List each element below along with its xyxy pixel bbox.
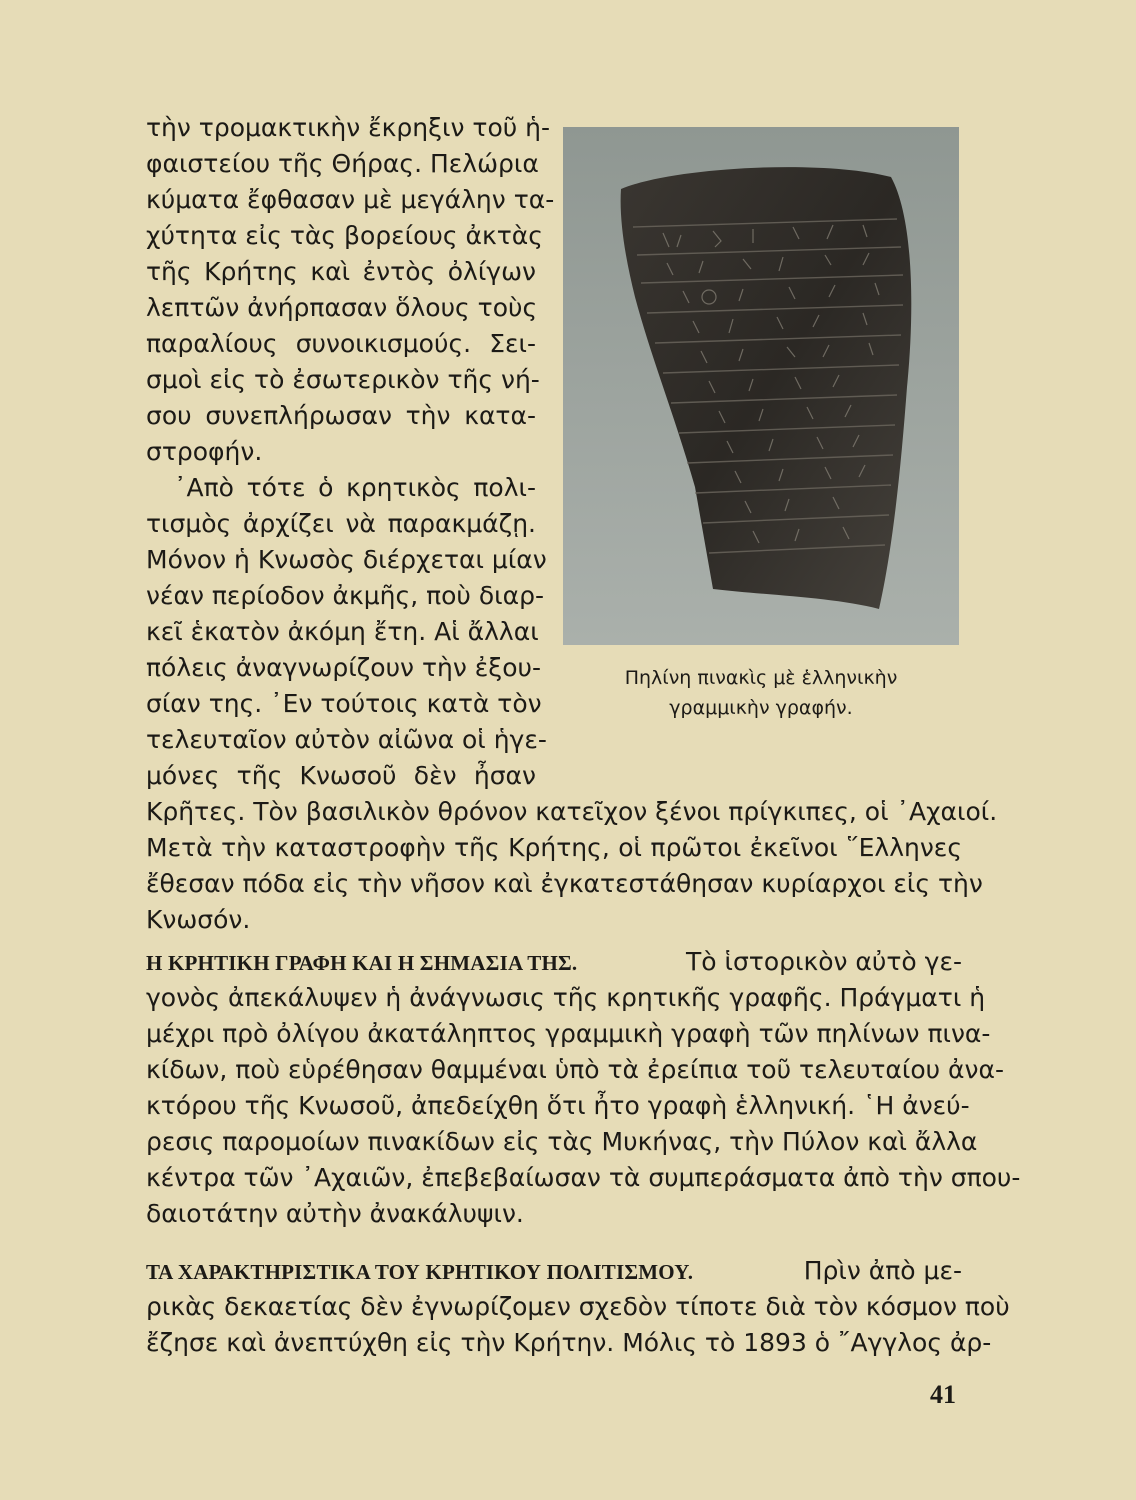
section-1-first-line (146, 944, 962, 981)
section-first-line-text: Τὸ ἱστορικὸν αὐτὸ γε- (685, 947, 962, 976)
column-line: σου συνεπλήρωσαν τὴν κατα- (146, 401, 536, 430)
body-line: ρεσις παρομοίων πινακίδων εἰς τὰς Μυκήνας, τὴν Πύλον καὶ ἄλλα (146, 1127, 978, 1156)
column-line: ᾿Απὸ τότε ὁ κρητικὸς πολι- (174, 473, 536, 502)
section-first-line-text: Πρὶν ἀπὸ με- (803, 1256, 962, 1285)
body-line: γονὸς ἀπεκάλυψεν ἡ ἀνάγνωσις τῆς κρητικῆς γραφῆς. Πράγματι ἡ (146, 983, 986, 1012)
column-line: Μόνον ἡ Κνωσὸς διέρχεται μίαν (146, 545, 547, 574)
body-line: κίδων, ποὺ εὑρέθησαν θαμμέναι ὑπὸ τὰ ἐρείπια τοῦ τελευταίου ἀνα- (146, 1055, 1004, 1084)
column-line: πόλεις ἀναγνωρίζουν τὴν ἐξου- (146, 653, 541, 682)
column-line: χύτητα εἰς τὰς βορείους ἀκτὰς (146, 221, 543, 250)
body-line: κτόρου τῆς Κνωσοῦ, ἀπεδείχθη ὅτι ἦτο γραφὴ ἑλληνική. ῾Η ἀνεύ- (146, 1091, 970, 1120)
body-line: μέχρι πρὸ ὀλίγου ἀκατάληπτος γραμμικὴ γραφὴ τῶν πηλίνων πινα- (146, 1019, 991, 1048)
column-line: τὴν τρομακτικὴν ἔκρηξιν τοῦ ἡ- (146, 113, 551, 142)
body-line: ἔθεσαν πόδα εἰς τὴν νῆσον καὶ ἐγκατεστάθησαν κυρίαρχοι εἰς τὴν (146, 869, 983, 898)
figure-caption-line: Πηλίνη πινακὶς μὲ ἑλληνικὴν (624, 667, 898, 689)
column-line: μόνες τῆς Κνωσοῦ δὲν ἦσαν (146, 761, 536, 790)
column-line: κεῖ ἑκατὸν ἀκόμη ἔτη. Αἱ ἄλλαι (146, 617, 539, 646)
section-heading: Η ΚΡΗΤΙΚΗ ΓΡΑΦΗ ΚΑΙ Η ΣΗΜΑΣΙΑ ΤΗΣ. (146, 951, 578, 975)
column-line: φαιστείου τῆς Θήρας. Πελώρια (146, 149, 539, 178)
clay-tablet-illustration (563, 127, 959, 645)
page-number: 41 (930, 1380, 956, 1409)
column-line: σμοὶ εἰς τὸ ἐσωτερικὸν τῆς νή- (146, 365, 540, 394)
section-heading: ΤΑ ΧΑΡΑΚΤΗΡΙΣΤΙΚΑ ΤΟΥ ΚΡΗΤΙΚΟΥ ΠΟΛΙΤΙΣΜΟΥ. (146, 1260, 694, 1284)
column-line: σίαν της. ᾿Εν τούτοις κατὰ τὸν (146, 689, 542, 718)
body-line: Κνωσόν. (146, 905, 251, 934)
body-line: Μετὰ τὴν καταστροφὴν τῆς Κρήτης, οἱ πρῶτοι ἐκεῖνοι ῞Ελληνες (146, 833, 962, 862)
column-line: παραλίους συνοικισμούς. Σει- (146, 329, 536, 358)
column-line: κύματα ἔφθασαν μὲ μεγάλην τα- (146, 185, 555, 214)
column-line: τῆς Κρήτης καὶ ἐντὸς ὀλίγων (146, 257, 536, 286)
body-line: ρικὰς δεκαετίας δὲν ἐγνωρίζομεν σχεδὸν τίποτε διὰ τὸν κόσμον ποὺ (146, 1292, 1010, 1321)
body-line: κέντρα τῶν ᾿Αχαιῶν, ἐπεβεβαίωσαν τὰ συμπεράσματα ἀπὸ τὴν σπου- (146, 1163, 1021, 1192)
section-2-first-line (146, 1253, 962, 1290)
clay-tablet-photo (563, 127, 959, 645)
body-line: Κρῆτες. Τὸν βασιλικὸν θρόνον κατεῖχον ξένοι πρίγκιπες, οἱ ᾿Αχαιοί. (146, 797, 998, 826)
column-line: στροφήν. (146, 437, 263, 466)
figure-caption-line: γραμμικὴν γραφήν. (669, 697, 853, 719)
column-line: τελευταῖον αὐτὸν αἰῶνα οἱ ἡγε- (146, 725, 547, 754)
body-line: ἔζησε καὶ ἀνεπτύχθη εἰς τὴν Κρήτην. Μόλις τὸ 1893 ὁ ῎Αγγλος ἀρ- (146, 1328, 992, 1357)
column-line: λεπτῶν ἀνήρπασαν ὅλους τοὺς (146, 293, 538, 322)
column-line: τισμὸς ἀρχίζει νὰ παρακμάζῃ. (146, 509, 536, 538)
column-line: νέαν περίοδον ἀκμῆς, ποὺ διαρ- (146, 581, 544, 610)
body-line: δαιοτάτην αὐτὴν ἀνακάλυψιν. (146, 1199, 524, 1228)
